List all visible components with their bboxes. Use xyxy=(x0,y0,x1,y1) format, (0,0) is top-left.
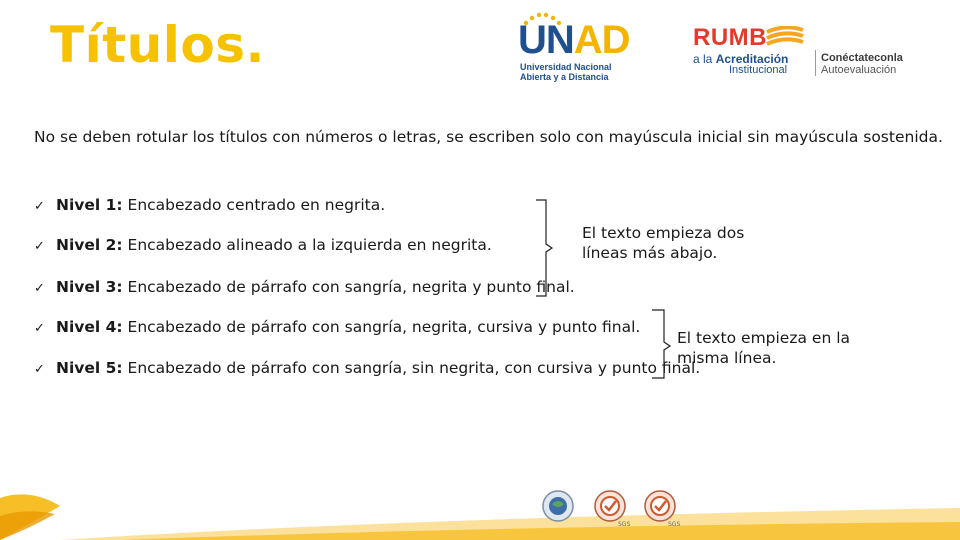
level-label: Nivel 2: xyxy=(56,236,123,254)
unad-wordmark: UNAD xyxy=(518,18,630,62)
sgs-seal-icon xyxy=(645,491,675,521)
note-two-lines-below: El texto empieza dos líneas más abajo. xyxy=(582,224,745,262)
level-label: Nivel 4: xyxy=(56,318,123,336)
sgs-seal-icon xyxy=(595,491,625,521)
level-description: Encabezado de párrafo con sangría, sin negrita, con cursiva y punto final. xyxy=(122,359,701,377)
check-icon: ✓ xyxy=(34,239,45,254)
bullet-nivel-4 xyxy=(34,318,640,336)
level-label: Nivel 1: xyxy=(56,196,123,214)
unad-subtitle: Universidad Nacional Abierta y a Distancia xyxy=(520,62,612,82)
rumbo-tagline-1: a la Acreditación xyxy=(693,52,789,66)
bullet-nivel-1 xyxy=(34,196,385,214)
bullet-nivel-5 xyxy=(34,359,700,377)
check-icon: ✓ xyxy=(34,321,45,336)
sgs-label: SGS xyxy=(618,521,631,528)
rumbo-autoevaluacion: Autoevaluación xyxy=(821,64,897,76)
certification-logos xyxy=(540,488,690,528)
note-same-line: El texto empieza en la misma línea. xyxy=(677,329,850,367)
level-label: Nivel 5: xyxy=(56,359,123,377)
level-description: Encabezado centrado en negrita. xyxy=(122,196,386,214)
intro-paragraph: No se deben rotular los títulos con números o letras, se escriben solo con mayúscula inicial sin mayúscula sostenida. xyxy=(34,128,943,146)
sgs-label: SGS xyxy=(668,521,681,528)
check-icon: ✓ xyxy=(34,199,45,214)
unad-logo xyxy=(518,12,643,82)
bullet-nivel-2 xyxy=(34,236,492,254)
rumbo-wordmark: RUMB xyxy=(693,24,767,51)
level-description: Encabezado de párrafo con sangría, negrita y punto final. xyxy=(122,278,575,296)
rumbo-tagline-2: Institucional xyxy=(729,64,788,76)
slide-title: Títulos. xyxy=(50,16,265,74)
check-icon: ✓ xyxy=(34,362,45,377)
check-icon: ✓ xyxy=(34,281,45,296)
rumbo-logo xyxy=(693,24,933,74)
rumbo-conectate: Conéctateconla xyxy=(821,52,903,64)
bottom-swoosh-decoration xyxy=(0,478,960,540)
level-label: Nivel 3: xyxy=(56,278,123,296)
level-description: Encabezado de párrafo con sangría, negrita, cursiva y punto final. xyxy=(122,318,641,336)
rumbo-compass-icon xyxy=(765,26,805,50)
logo-divider xyxy=(815,50,816,76)
level-description: Encabezado alineado a la izquierda en negrita. xyxy=(122,236,492,254)
bullet-nivel-3 xyxy=(34,278,575,296)
globe-seal-icon xyxy=(543,491,573,521)
